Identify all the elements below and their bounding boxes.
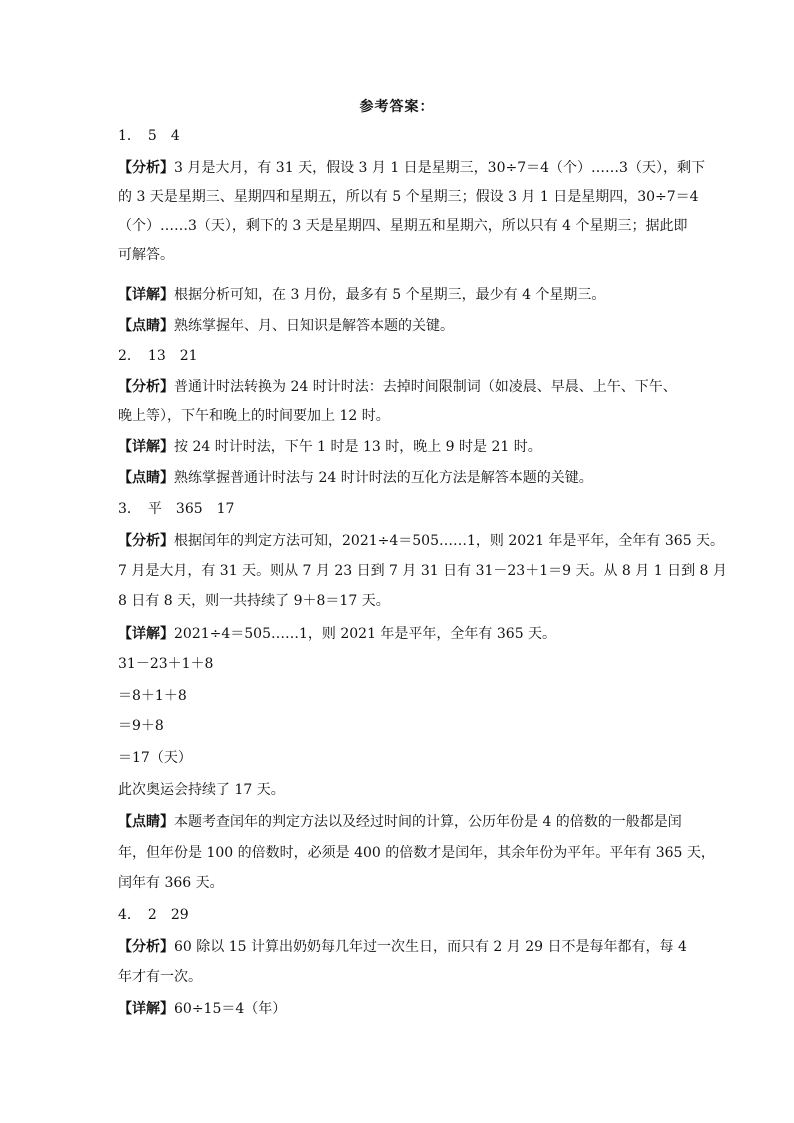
line-text: 7 月是大月，有 31 天。则从 7 月 23 日到 7 月 31 日有 31－23＋1＝9 天。从 8 月 1 日到 8 月: [118, 563, 727, 579]
line-text: 年才有一次。: [118, 969, 202, 985]
line-text: ＝9＋8: [118, 718, 164, 734]
answer-line: [118, 346, 688, 366]
line-text: 此次奥运会持续了 17 天。: [118, 782, 285, 798]
answer-line-tagged: [118, 437, 688, 457]
line-text: 4． 2 29: [118, 907, 189, 923]
line-text: 1． 5 4: [118, 128, 180, 144]
line-text: 31－23＋1＋8: [118, 656, 214, 672]
answer-line: [118, 591, 688, 611]
section-tag: 【详解】: [118, 287, 174, 303]
answer-line-tagged: [118, 377, 688, 397]
answer-line-tagged: [118, 531, 725, 551]
line-text: 60 除以 15 计算出奶奶每几年过一次生日，而只有 2 月 29 日不是每年都有，每 4: [174, 939, 687, 955]
answer-line: [118, 561, 727, 581]
section-tag: 【详解】: [118, 1001, 174, 1017]
answer-line: [118, 245, 688, 265]
answer-line: [118, 873, 688, 893]
section-tag: 【分析】: [118, 939, 174, 955]
answer-line: [118, 187, 699, 207]
answer-line: [118, 406, 688, 426]
answer-line: [118, 654, 688, 674]
section-tag: 【分析】: [118, 379, 174, 395]
answer-line: [118, 905, 688, 925]
section-tag: 【详解】: [118, 439, 174, 455]
page-title: 参考答案：: [359, 99, 435, 115]
answer-line: [118, 843, 715, 863]
line-text: ＝17（天）: [118, 750, 192, 766]
answer-line: [118, 780, 688, 800]
answer-line-tagged: [118, 937, 688, 957]
answer-line: [118, 126, 688, 146]
line-text: 3． 平 365 17: [118, 501, 235, 517]
section-tag: 【分析】: [118, 533, 174, 549]
line-text: 根据闰年的判定方法可知，2021÷4＝505……1，则 2021 年是平年，全年有 365 天。: [174, 533, 725, 549]
section-tag: 【详解】: [118, 626, 174, 642]
line-text: 年，但年份是 100 的倍数时，必须是 400 的倍数才是闰年，其余年份为平年。平年有 365 天，: [118, 845, 715, 861]
section-tag: 【点睛】: [118, 318, 174, 334]
answer-line-tagged: [118, 468, 688, 488]
answer-line: [118, 686, 688, 706]
line-text: 8 日有 8 天，则一共持续了 9＋8＝17 天。: [118, 593, 390, 609]
answer-line: [118, 748, 688, 768]
answer-line-tagged: [118, 158, 705, 178]
answer-line-tagged: [118, 285, 688, 305]
line-text: 3 月是大月，有 31 天，假设 3 月 1 日是星期三，30÷7＝4（个）……3（天），剩下: [174, 160, 705, 176]
line-text: ＝8＋1＋8: [118, 688, 187, 704]
line-text: 闰年有 366 天。: [118, 875, 224, 891]
answer-line: [118, 499, 688, 519]
answer-line-tagged: [118, 812, 688, 832]
line-text: 2021÷4＝505……1，则 2021 年是平年，全年有 365 天。: [174, 626, 557, 642]
line-text: 根据分析可知，在 3 月份，最多有 5 个星期三，最少有 4 个星期三。: [174, 287, 606, 303]
line-text: 熟练掌握年、月、日知识是解答本题的关键。: [174, 318, 454, 334]
line-text: 按 24 时计时法，下午 1 时是 13 时，晚上 9 时是 21 时。: [174, 439, 542, 455]
line-text: 本题考查闰年的判定方法以及经过时间的计算，公历年份是 4 的倍数的一般都是闰: [174, 814, 682, 830]
answer-line-tagged: [118, 999, 688, 1019]
line-text: 熟练掌握普通计时法与 24 时计时法的互化方法是解答本题的关键。: [174, 470, 593, 486]
line-text: 可解答。: [118, 247, 174, 263]
answer-line: [118, 967, 688, 987]
section-tag: 【分析】: [118, 160, 174, 176]
section-tag: 【点睛】: [118, 470, 174, 486]
line-text: 的 3 天是星期三、星期四和星期五，所以有 5 个星期三；假设 3 月 1 日是星期四，30÷7＝4: [118, 189, 699, 205]
line-text: 晚上等），下午和晚上的时间要加上 12 时。: [118, 408, 390, 424]
line-text: 60÷15＝4（年）: [174, 1001, 287, 1017]
line-text: 2． 13 21: [118, 348, 198, 364]
answer-line: [118, 716, 688, 736]
answer-line-tagged: [118, 624, 688, 644]
section-tag: 【点睛】: [118, 814, 174, 830]
line-text: 普通计时法转换为 24 时计时法：去掉时间限制词（如凌晨、早晨、上午、下午、: [174, 379, 677, 395]
line-text: （个）……3（天），剩下的 3 天是星期四、星期五和星期六，所以只有 4 个星期三；据此即: [118, 218, 688, 234]
answer-line-tagged: [118, 316, 688, 336]
answer-line: [118, 216, 688, 236]
